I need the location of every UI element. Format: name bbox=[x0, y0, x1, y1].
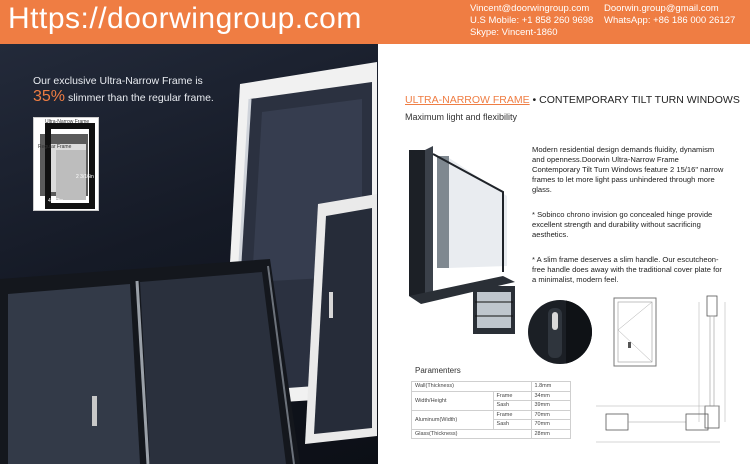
table-row bbox=[412, 410, 571, 420]
param-wh-label: Width/Height bbox=[412, 391, 494, 410]
param-alu-frame-value: 70mm bbox=[531, 410, 571, 420]
contact-skype: Skype: Vincent-1860 bbox=[470, 27, 558, 38]
param-alu-sash-value: 70mm bbox=[531, 420, 571, 430]
contact-left bbox=[470, 3, 593, 39]
table-row bbox=[412, 391, 571, 401]
intro-line-1: Our exclusive Ultra-Narrow Frame is bbox=[33, 75, 203, 87]
product-title bbox=[405, 94, 740, 106]
param-wh-frame-label: Frame bbox=[493, 391, 531, 401]
parameters-table bbox=[411, 381, 571, 439]
desc-paragraph-1: Modern residential design demands fluidity, dynamism and openness.Doorwin Ultra-Narrow Frame Contemporary Tilt Turn Windows feature 2 15/16" narrow frames to let more light pass unhindered through more glass. bbox=[532, 145, 724, 194]
desc-paragraph-2: * Sobinco chrono invision go concealed hinge provide excellent strength and durability without sacrificing aesthetics. bbox=[532, 210, 713, 239]
black-window-glass-right bbox=[140, 272, 286, 464]
product-subtitle: Maximum light and flexibility bbox=[405, 112, 518, 122]
profile-cross-section bbox=[403, 146, 525, 356]
handle-icon bbox=[329, 292, 333, 318]
window-elevation-drawing bbox=[600, 292, 672, 372]
contact-us-mobile: U.S Mobile: +1 858 260 9698 bbox=[470, 15, 594, 26]
intro-percentage: 35% bbox=[33, 88, 66, 105]
param-alu-sash-label: Sash bbox=[493, 420, 531, 430]
horizontal-section-drawing bbox=[588, 400, 738, 458]
handle-icon-detail bbox=[552, 312, 558, 330]
intro-line-2-text: slimmer than the regular frame. bbox=[65, 92, 214, 104]
param-wall-value: 1.8mm bbox=[531, 382, 571, 392]
param-alu-frame-label: Frame bbox=[493, 410, 531, 420]
inset-label-ultra: Ultra-Narrow Frame bbox=[45, 119, 90, 125]
contact-whatsapp: WhatsApp: +86 186 000 26127 bbox=[604, 15, 736, 26]
profile-base-detail bbox=[477, 292, 511, 328]
site-url[interactable]: Https://doorwingroup.com bbox=[8, 2, 362, 35]
intro-line-2 bbox=[33, 89, 214, 106]
frame-comparison-inset bbox=[33, 117, 99, 211]
contact-right bbox=[604, 3, 735, 27]
table-row bbox=[412, 429, 571, 439]
title-separator: • bbox=[529, 94, 540, 106]
param-wall-label: Wall(Thickness) bbox=[412, 382, 532, 392]
parameters-title: Paramenters bbox=[415, 366, 461, 375]
black-window-glass-left bbox=[8, 284, 140, 464]
product-photo-panel bbox=[0, 44, 378, 464]
handle-closeup bbox=[528, 300, 592, 364]
param-wh-sash-value: 39mm bbox=[531, 401, 571, 411]
param-glass-value: 28mm bbox=[531, 429, 571, 439]
param-wh-frame-value: 34mm bbox=[531, 391, 571, 401]
inset-label-regular: Regular Frame bbox=[38, 144, 72, 150]
title-orange: ULTRA-NARROW FRAME bbox=[405, 94, 530, 106]
param-wh-sash-label: Sash bbox=[493, 401, 531, 411]
title-dark: CONTEMPORARY TILT TURN WINDOWS bbox=[539, 94, 740, 106]
profile-left-bar bbox=[409, 150, 425, 296]
frame-comparison-diagram bbox=[34, 118, 98, 210]
param-glass-label: Glass(Thickness) bbox=[412, 429, 532, 439]
black-handle-icon bbox=[92, 396, 97, 426]
table-row bbox=[412, 382, 571, 392]
header-bar bbox=[0, 0, 750, 44]
contact-gmail[interactable]: Doorwin.group@gmail.com bbox=[604, 3, 719, 14]
contact-email[interactable]: Vincent@doorwingroup.com bbox=[470, 3, 590, 14]
param-alu-label: Aluminum(Width) bbox=[412, 410, 494, 429]
handle-closeup-image bbox=[528, 300, 592, 364]
profile-glass bbox=[449, 158, 507, 268]
profile-inner-spacer bbox=[437, 156, 449, 268]
desc-paragraph-3: * A slim frame deserves a slim handle. Our escutcheon-free handle does away with the traditional cover plate for a minimalist, modern feel. bbox=[532, 255, 722, 284]
intro-text bbox=[33, 74, 214, 106]
window-illustration bbox=[0, 44, 378, 464]
inset-dim-b: 4 1/2in bbox=[48, 198, 64, 204]
inset-dim-a: 2 3/16in bbox=[76, 174, 94, 180]
